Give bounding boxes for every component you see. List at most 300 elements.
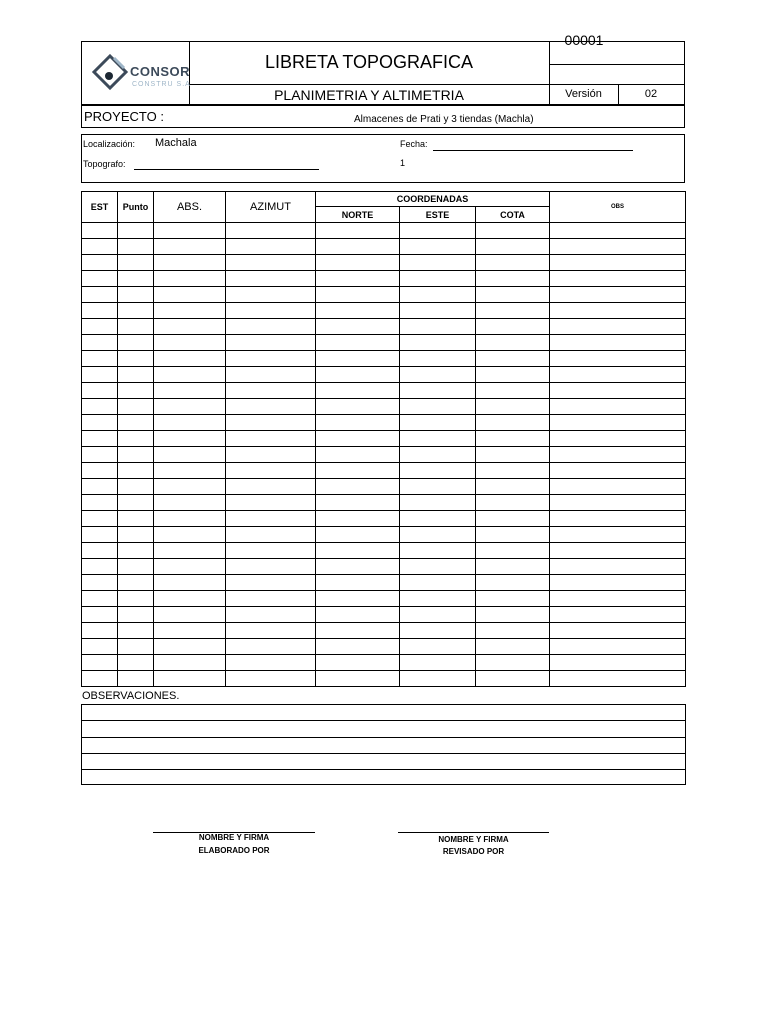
table-cell[interactable] (226, 591, 316, 607)
table-cell[interactable] (118, 655, 154, 671)
table-cell[interactable] (118, 367, 154, 383)
table-cell[interactable] (316, 415, 400, 431)
table-cell[interactable] (118, 559, 154, 575)
table-cell[interactable] (118, 463, 154, 479)
company-name: CONSOR (130, 64, 191, 79)
survey-table (81, 191, 686, 687)
table-cell[interactable] (226, 575, 316, 591)
table-cell[interactable] (400, 591, 476, 607)
table-cell[interactable] (154, 415, 226, 431)
table-cell[interactable] (154, 383, 226, 399)
table-cell[interactable] (226, 511, 316, 527)
table-cell[interactable] (118, 591, 154, 607)
table-cell[interactable] (154, 351, 226, 367)
table-cell[interactable] (476, 399, 550, 415)
col-header-este: ESTE (400, 207, 476, 223)
table-cell[interactable] (400, 479, 476, 495)
table-cell[interactable] (550, 351, 686, 367)
table-cell[interactable] (226, 559, 316, 575)
table-cell[interactable] (316, 239, 400, 255)
table-cell[interactable] (476, 639, 550, 655)
table-row (82, 383, 686, 399)
table-cell[interactable] (154, 527, 226, 543)
table-row (82, 463, 686, 479)
table-row (82, 431, 686, 447)
table-cell[interactable] (154, 271, 226, 287)
table-cell[interactable] (400, 431, 476, 447)
divider (189, 84, 684, 85)
table-cell[interactable] (476, 303, 550, 319)
table-cell[interactable] (154, 479, 226, 495)
table-cell[interactable] (400, 671, 476, 687)
table-cell[interactable] (316, 527, 400, 543)
table-cell[interactable] (550, 287, 686, 303)
table-cell[interactable] (476, 319, 550, 335)
table-cell[interactable] (400, 447, 476, 463)
table-cell[interactable] (476, 255, 550, 271)
table-cell[interactable] (316, 319, 400, 335)
table-cell[interactable] (154, 223, 226, 239)
info-box (81, 134, 685, 183)
table-cell[interactable] (118, 623, 154, 639)
table-cell[interactable] (316, 575, 400, 591)
table-cell[interactable] (226, 399, 316, 415)
observation-line (82, 769, 685, 770)
table-cell[interactable] (82, 415, 118, 431)
table-cell[interactable] (476, 463, 550, 479)
divider (549, 64, 684, 65)
table-cell[interactable] (226, 607, 316, 623)
table-cell[interactable] (400, 239, 476, 255)
table-cell[interactable] (400, 367, 476, 383)
table-cell[interactable] (400, 319, 476, 335)
table-cell[interactable] (550, 591, 686, 607)
table-cell[interactable] (400, 223, 476, 239)
table-cell[interactable] (316, 223, 400, 239)
table-cell[interactable] (550, 447, 686, 463)
table-cell[interactable] (82, 383, 118, 399)
table-cell[interactable] (400, 623, 476, 639)
table-row (82, 303, 686, 319)
table-row (82, 607, 686, 623)
table-row (82, 367, 686, 383)
table-cell[interactable] (118, 575, 154, 591)
table-cell[interactable] (476, 623, 550, 639)
table-cell[interactable] (82, 591, 118, 607)
table-cell[interactable] (476, 287, 550, 303)
table-cell[interactable] (476, 351, 550, 367)
table-cell[interactable] (118, 223, 154, 239)
table-cell[interactable] (82, 543, 118, 559)
document-code: 00001 (564, 32, 604, 46)
table-cell[interactable] (118, 335, 154, 351)
number-value: 1 (400, 158, 406, 168)
table-cell[interactable] (550, 623, 686, 639)
table-cell[interactable] (154, 367, 226, 383)
table-cell[interactable] (118, 671, 154, 687)
table-cell[interactable] (316, 447, 400, 463)
table-cell[interactable] (316, 543, 400, 559)
table-cell[interactable] (82, 287, 118, 303)
table-cell[interactable] (154, 239, 226, 255)
table-row (82, 415, 686, 431)
col-header-cota: COTA (476, 207, 550, 223)
table-cell[interactable] (118, 543, 154, 559)
table-cell[interactable] (118, 383, 154, 399)
table-cell[interactable] (154, 671, 226, 687)
table-cell[interactable] (154, 639, 226, 655)
table-cell[interactable] (118, 415, 154, 431)
table-cell[interactable] (154, 303, 226, 319)
table-cell[interactable] (226, 527, 316, 543)
table-cell[interactable] (226, 639, 316, 655)
table-cell[interactable] (550, 479, 686, 495)
table-cell[interactable] (400, 559, 476, 575)
table-cell[interactable] (550, 511, 686, 527)
table-cell[interactable] (226, 303, 316, 319)
table-cell[interactable] (550, 543, 686, 559)
signature-right-role: REVISADO POR (442, 847, 505, 856)
table-cell[interactable] (154, 655, 226, 671)
table-row (82, 255, 686, 271)
table-cell[interactable] (226, 495, 316, 511)
table-cell[interactable] (476, 559, 550, 575)
table-cell[interactable] (154, 495, 226, 511)
table-cell[interactable] (400, 575, 476, 591)
table-cell[interactable] (400, 655, 476, 671)
table-cell[interactable] (476, 383, 550, 399)
table-cell[interactable] (226, 623, 316, 639)
col-header-norte: NORTE (316, 207, 400, 223)
table-cell[interactable] (476, 271, 550, 287)
table-cell[interactable] (400, 511, 476, 527)
document-title: LIBRETA TOPOGRAFICA (264, 52, 474, 72)
table-row (82, 287, 686, 303)
table-cell[interactable] (154, 287, 226, 303)
table-cell[interactable] (316, 655, 400, 671)
observation-line (82, 720, 685, 721)
version-label: Versión (565, 88, 602, 100)
table-cell[interactable] (82, 303, 118, 319)
table-cell[interactable] (118, 607, 154, 623)
table-cell[interactable] (400, 399, 476, 415)
table-cell[interactable] (82, 559, 118, 575)
table-cell[interactable] (118, 479, 154, 495)
table-cell[interactable] (550, 639, 686, 655)
table-row (82, 223, 686, 239)
table-cell[interactable] (82, 447, 118, 463)
table-cell[interactable] (82, 655, 118, 671)
table-cell[interactable] (118, 351, 154, 367)
table-cell[interactable] (82, 351, 118, 367)
signature-line-right (398, 832, 549, 833)
table-cell[interactable] (400, 255, 476, 271)
table-cell[interactable] (476, 431, 550, 447)
surveyor-label: Topografo: (83, 159, 126, 169)
table-row (82, 479, 686, 495)
logo-mark-icon (90, 52, 130, 96)
table-cell[interactable] (154, 255, 226, 271)
table-cell[interactable] (226, 479, 316, 495)
version-value: 02 (644, 88, 658, 100)
table-cell[interactable] (226, 255, 316, 271)
table-cell[interactable] (550, 463, 686, 479)
table-cell[interactable] (82, 463, 118, 479)
table-cell[interactable] (82, 399, 118, 415)
observations-box (81, 704, 686, 785)
table-cell[interactable] (400, 607, 476, 623)
table-cell[interactable] (476, 223, 550, 239)
table-cell[interactable] (82, 511, 118, 527)
table-cell[interactable] (476, 335, 550, 351)
table-cell[interactable] (400, 351, 476, 367)
table-cell[interactable] (118, 287, 154, 303)
table-cell[interactable] (226, 351, 316, 367)
table-cell[interactable] (316, 271, 400, 287)
table-cell[interactable] (550, 495, 686, 511)
table-cell[interactable] (316, 255, 400, 271)
table-cell[interactable] (82, 575, 118, 591)
table-cell[interactable] (118, 255, 154, 271)
table-cell[interactable] (316, 479, 400, 495)
table-cell[interactable] (316, 639, 400, 655)
table-cell[interactable] (550, 303, 686, 319)
table-row (82, 591, 686, 607)
table-cell[interactable] (118, 271, 154, 287)
observation-line (82, 753, 685, 754)
table-cell[interactable] (82, 335, 118, 351)
table-cell[interactable] (550, 255, 686, 271)
table-cell[interactable] (400, 543, 476, 559)
table-row (82, 511, 686, 527)
table-cell[interactable] (154, 319, 226, 335)
table-cell[interactable] (476, 527, 550, 543)
table-cell[interactable] (226, 671, 316, 687)
table-cell[interactable] (400, 463, 476, 479)
table-cell[interactable] (154, 607, 226, 623)
company-subname: CONSTRU S.A (132, 81, 191, 88)
table-cell[interactable] (550, 607, 686, 623)
table-row (82, 639, 686, 655)
survey-body (82, 223, 686, 687)
table-cell[interactable] (400, 271, 476, 287)
table-cell[interactable] (316, 495, 400, 511)
col-header-punto: Punto (118, 192, 154, 223)
table-cell[interactable] (226, 447, 316, 463)
table-cell[interactable] (226, 367, 316, 383)
date-label: Fecha: (400, 139, 428, 149)
table-cell[interactable] (226, 271, 316, 287)
table-cell[interactable] (82, 431, 118, 447)
table-cell[interactable] (550, 239, 686, 255)
table-cell[interactable] (550, 431, 686, 447)
table-cell[interactable] (82, 319, 118, 335)
table-cell[interactable] (476, 591, 550, 607)
table-row (82, 399, 686, 415)
table-cell[interactable] (550, 319, 686, 335)
table-cell[interactable] (550, 415, 686, 431)
table-row (82, 319, 686, 335)
table-row (82, 271, 686, 287)
table-cell[interactable] (154, 511, 226, 527)
table-cell[interactable] (118, 511, 154, 527)
table-cell[interactable] (476, 655, 550, 671)
table-cell[interactable] (476, 543, 550, 559)
table-cell[interactable] (154, 623, 226, 639)
project-label: PROYECTO : (84, 109, 164, 124)
table-cell[interactable] (550, 559, 686, 575)
company-logo (88, 50, 191, 96)
table-cell[interactable] (316, 623, 400, 639)
table-cell[interactable] (82, 223, 118, 239)
table-cell[interactable] (550, 671, 686, 687)
table-cell[interactable] (82, 527, 118, 543)
table-cell[interactable] (316, 591, 400, 607)
table-cell[interactable] (476, 239, 550, 255)
table-cell[interactable] (400, 527, 476, 543)
table-cell[interactable] (226, 543, 316, 559)
table-cell[interactable] (476, 479, 550, 495)
table-cell[interactable] (226, 431, 316, 447)
table-cell[interactable] (154, 447, 226, 463)
table-cell[interactable] (154, 463, 226, 479)
table-cell[interactable] (316, 463, 400, 479)
table-cell[interactable] (550, 335, 686, 351)
table-row (82, 351, 686, 367)
table-cell[interactable] (118, 239, 154, 255)
table-row (82, 447, 686, 463)
table-cell[interactable] (316, 287, 400, 303)
table-cell[interactable] (550, 271, 686, 287)
table-cell[interactable] (400, 303, 476, 319)
table-cell[interactable] (154, 575, 226, 591)
signature-left-name: NOMBRE Y FIRMA (198, 833, 270, 842)
table-cell[interactable] (82, 239, 118, 255)
table-cell[interactable] (316, 559, 400, 575)
observations-label: OBSERVACIONES. (82, 690, 180, 702)
table-cell[interactable] (118, 319, 154, 335)
table-cell[interactable] (476, 447, 550, 463)
table-row (82, 239, 686, 255)
table-cell[interactable] (550, 575, 686, 591)
table-cell[interactable] (476, 511, 550, 527)
table-cell[interactable] (154, 399, 226, 415)
table-cell[interactable] (226, 463, 316, 479)
document-subtitle: PLANIMETRIA Y ALTIMETRIA (274, 87, 464, 103)
table-cell[interactable] (118, 399, 154, 415)
table-row (82, 655, 686, 671)
table-cell[interactable] (316, 399, 400, 415)
table-cell[interactable] (400, 495, 476, 511)
table-cell[interactable] (476, 367, 550, 383)
table-cell[interactable] (476, 607, 550, 623)
table-cell[interactable] (316, 351, 400, 367)
table-cell[interactable] (82, 639, 118, 655)
table-cell[interactable] (316, 383, 400, 399)
table-cell[interactable] (82, 495, 118, 511)
table-cell[interactable] (226, 287, 316, 303)
table-cell[interactable] (400, 415, 476, 431)
table-cell[interactable] (550, 383, 686, 399)
table-cell[interactable] (118, 527, 154, 543)
table-cell[interactable] (316, 335, 400, 351)
col-header-est: EST (82, 192, 118, 223)
table-cell[interactable] (226, 415, 316, 431)
table-row (82, 335, 686, 351)
col-header-azimut: AZIMUT (226, 192, 316, 223)
table-cell[interactable] (154, 543, 226, 559)
project-value: Almacenes de Prati y 3 tiendas (Machla) (354, 114, 534, 125)
table-cell[interactable] (82, 367, 118, 383)
table-cell[interactable] (226, 239, 316, 255)
table-cell[interactable] (476, 575, 550, 591)
table-cell[interactable] (154, 335, 226, 351)
table-cell[interactable] (400, 383, 476, 399)
table-cell[interactable] (82, 479, 118, 495)
table-cell[interactable] (226, 383, 316, 399)
table-row (82, 495, 686, 511)
table-cell[interactable] (476, 671, 550, 687)
table-cell[interactable] (82, 623, 118, 639)
table-cell[interactable] (316, 607, 400, 623)
table-cell[interactable] (476, 495, 550, 511)
table-cell[interactable] (226, 223, 316, 239)
table-cell[interactable] (154, 559, 226, 575)
table-cell[interactable] (154, 431, 226, 447)
table-cell[interactable] (118, 639, 154, 655)
table-cell[interactable] (82, 255, 118, 271)
table-row (82, 559, 686, 575)
table-cell[interactable] (226, 655, 316, 671)
table-cell[interactable] (118, 431, 154, 447)
table-cell[interactable] (476, 415, 550, 431)
header-block (81, 32, 685, 105)
signature-left-role: ELABORADO POR (198, 846, 270, 855)
col-header-coordenadas: COORDENADAS (316, 192, 550, 207)
table-cell[interactable] (118, 447, 154, 463)
table-cell[interactable] (226, 319, 316, 335)
table-cell[interactable] (82, 671, 118, 687)
table-row (82, 671, 686, 687)
table-cell[interactable] (400, 335, 476, 351)
col-header-obs: OBS (550, 192, 686, 223)
observation-line (82, 737, 685, 738)
table-cell[interactable] (550, 367, 686, 383)
table-cell[interactable] (316, 303, 400, 319)
project-row (81, 105, 685, 128)
table-cell[interactable] (550, 527, 686, 543)
table-cell[interactable] (400, 639, 476, 655)
table-cell[interactable] (550, 223, 686, 239)
table-cell[interactable] (118, 495, 154, 511)
table-row (82, 575, 686, 591)
table-cell[interactable] (550, 655, 686, 671)
table-cell[interactable] (316, 671, 400, 687)
table-cell[interactable] (118, 303, 154, 319)
signature-right-name: NOMBRE Y FIRMA (438, 835, 509, 844)
table-cell[interactable] (316, 367, 400, 383)
table-cell[interactable] (82, 607, 118, 623)
table-row (82, 623, 686, 639)
table-cell[interactable] (226, 335, 316, 351)
table-cell[interactable] (154, 591, 226, 607)
table-cell[interactable] (316, 431, 400, 447)
table-cell[interactable] (550, 399, 686, 415)
table-cell[interactable] (400, 287, 476, 303)
table-cell[interactable] (82, 271, 118, 287)
table-row (82, 543, 686, 559)
table-cell[interactable] (316, 511, 400, 527)
